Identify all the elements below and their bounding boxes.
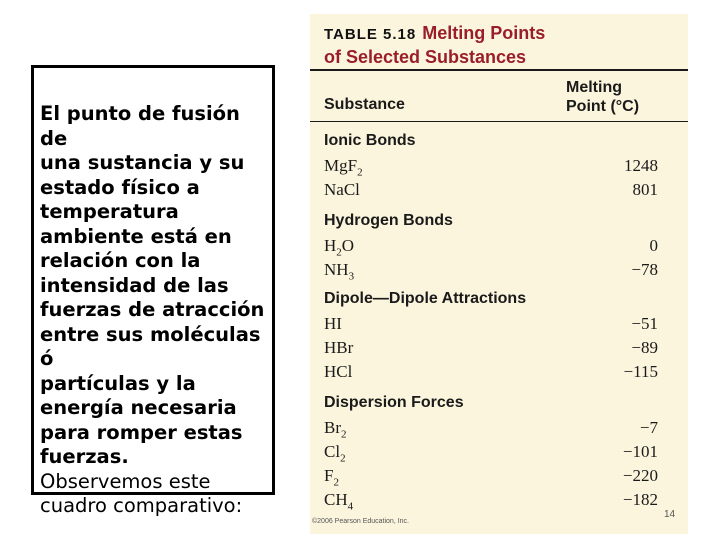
- melting-point-value: −182: [622, 490, 658, 509]
- substance-formula: [324, 418, 347, 440]
- text-line: energía necesaria: [40, 396, 237, 419]
- table-number: TABLE 5.18: [324, 26, 417, 43]
- text-line: partículas y la: [40, 371, 196, 395]
- melting-point-value: −89: [631, 338, 658, 357]
- table-row: [324, 490, 658, 512]
- melting-point-value: −7: [639, 418, 658, 437]
- formula-base: HBr: [324, 338, 354, 357]
- table-title-line1: Melting Points: [422, 23, 546, 43]
- page-number: 14: [664, 509, 676, 520]
- column-header-substance: Substance: [324, 96, 405, 113]
- substance-formula: [324, 362, 352, 382]
- formula-subscript: 2: [336, 246, 342, 259]
- formula-base: NH: [324, 260, 349, 279]
- table-row: [324, 442, 658, 464]
- substance-formula: [324, 490, 353, 512]
- table-row: [324, 466, 658, 488]
- melting-point-value: −78: [631, 260, 658, 279]
- text-line: temperatura: [40, 200, 179, 223]
- table-row: [324, 236, 658, 258]
- substance-formula: [324, 180, 360, 200]
- formula-base: CH: [324, 490, 348, 509]
- text-box: [31, 65, 275, 517]
- substance-formula: [324, 156, 363, 178]
- text-line: estado físico a: [40, 175, 200, 199]
- melting-point-value: −115: [623, 362, 658, 381]
- section-title: Dipole—Dipole Attractions: [324, 290, 527, 307]
- table-row: [324, 314, 658, 336]
- melting-point-value: −51: [631, 314, 658, 333]
- formula-base: MgF: [324, 156, 358, 175]
- table-row: [324, 338, 658, 360]
- column-header-mp-line1: Melting: [566, 79, 622, 96]
- text-line: ambiente está en: [40, 224, 232, 248]
- header-rule: [310, 121, 688, 122]
- substance-formula: [324, 260, 354, 282]
- column-header-mp-line2: Point (°C): [566, 98, 640, 115]
- formula-base: Br: [324, 418, 341, 437]
- table-row: [324, 260, 658, 282]
- substance-formula: [324, 466, 339, 488]
- formula-subscript: 2: [341, 428, 347, 441]
- table-row: [324, 362, 658, 384]
- text-line: entre sus moléculas ó: [40, 322, 261, 370]
- section-title: Ionic Bonds: [324, 132, 416, 149]
- column-header-melting-point: [566, 78, 676, 116]
- melting-point-value: 801: [632, 180, 658, 199]
- melting-points-table: [310, 14, 688, 534]
- table-row: [324, 156, 658, 178]
- table-title: [324, 22, 545, 68]
- table-row: [324, 180, 658, 202]
- melting-point-value: −220: [622, 466, 658, 485]
- melting-point-value: −101: [622, 442, 658, 461]
- formula-base: H: [324, 236, 337, 255]
- text-line: relación con la: [40, 249, 201, 272]
- formula-subscript: 4: [347, 500, 354, 513]
- text-line: para romper estas: [40, 420, 243, 444]
- table-row: [324, 418, 658, 440]
- substance-formula: [324, 338, 353, 358]
- formula-subscript: 2: [340, 452, 346, 465]
- substance-formula: [324, 236, 354, 258]
- text-line: fuerzas de atracción: [40, 298, 265, 321]
- melting-point-value: 1248: [624, 156, 658, 175]
- melting-point-value: 0: [649, 236, 658, 255]
- formula-base: Cl: [324, 442, 341, 461]
- section-title: Hydrogen Bonds: [324, 212, 453, 229]
- text-line: cuadro comparativo:: [40, 494, 243, 517]
- formula-subscript: 2: [357, 166, 363, 179]
- substance-formula: [324, 442, 346, 464]
- title-rule: [310, 69, 688, 71]
- formula-base: HCl: [324, 362, 353, 381]
- text-line: Observemos este: [40, 469, 211, 493]
- substance-formula: [324, 314, 342, 334]
- formula-subscript: 2: [333, 476, 339, 489]
- formula-base: NaCl: [324, 180, 360, 199]
- text-line: El punto de fusión de: [40, 102, 240, 150]
- table-title-line2: of Selected Substances: [324, 47, 527, 67]
- text-line: intensidad de las: [40, 273, 229, 297]
- text-line: fuerzas.: [40, 445, 129, 468]
- formula-base: HI: [324, 314, 342, 333]
- formula-base: F: [324, 466, 334, 485]
- formula-subscript: 3: [348, 270, 355, 283]
- section-title: Dispersion Forces: [324, 394, 464, 411]
- copyright-credit: ©2006 Pearson Education, Inc.: [312, 518, 409, 525]
- text-line: una sustancia y su: [40, 151, 245, 174]
- formula-tail: O: [341, 236, 355, 255]
- text-body: [40, 102, 268, 519]
